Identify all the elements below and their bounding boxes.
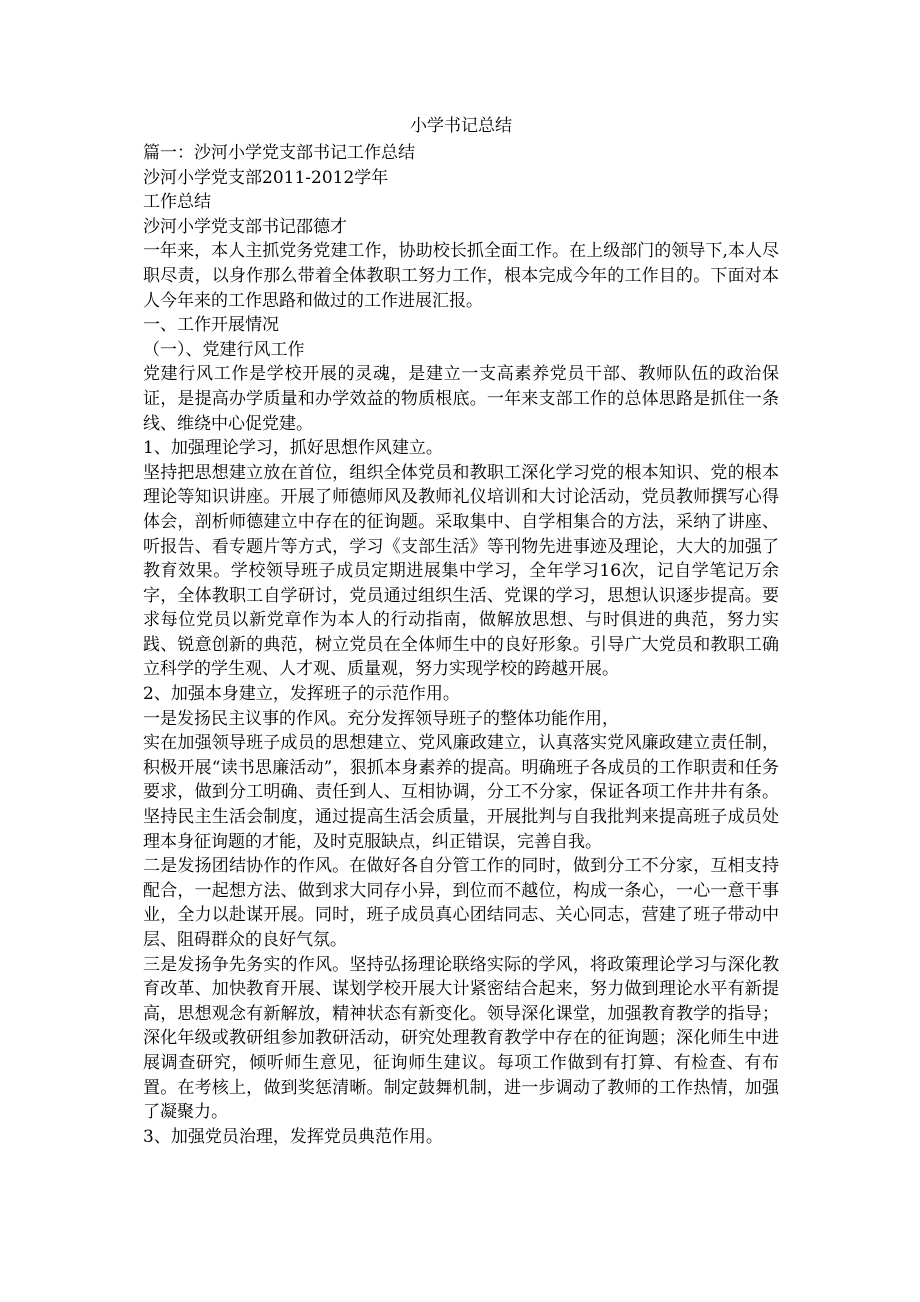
paragraph: 工作总结 bbox=[143, 192, 211, 213]
paragraph: 三是发扬争先务实的作风。坚持弘扬理论联络实际的学风，将政策理论学习与深化教育改革、加快教育开展、谋划学校开展大计紧密结合起来，努力做到理论水平有新提高，思想观念有新解放，精神状态有新变化。领导深化课堂，加强教育教学的指导；深化年级或教研组参加教研活动，研究处理教育教学中存在的征询题；深化师生中进展调查研究，倾听师生意见，征询师生建议。每项工作做到有打算、有检查、有布置。在考核上，做到奖惩清晰。制定鼓舞机制，进一步调动了教师的工作热情，加强了凝聚力。 bbox=[143, 954, 779, 1123]
list-heading: 3、加强党员治理，发挥党员典范作用。 bbox=[143, 1126, 443, 1147]
subsection-heading: （一）、党建行风工作 bbox=[143, 339, 305, 360]
paragraph: 沙河小学党支部书记邵德才 bbox=[143, 216, 347, 237]
list-heading: 1、加强理论学习，抓好思想作风建立。 bbox=[143, 438, 443, 459]
paragraph: 二是发扬团结协作的作风。在做好各自分管工作的同时，做到分工不分家，互相支持配合，一起想方法、做到求大同存小异，到位而不越位，构成一条心，一心一意干事业，全力以赴谋开展。同时，班子成员真心团结同志、关心同志，营建了班子带动中层、阻碍群众的良好气氛。 bbox=[143, 856, 779, 950]
paragraph: 一是发扬民主议事的作风。充分发挥领导班子的整体功能作用， bbox=[143, 708, 619, 729]
document-page bbox=[143, 111, 779, 1149]
paragraph: 篇一：沙河小学党支部书记工作总结 bbox=[143, 143, 415, 163]
list-heading: 2、加强本身建立，发挥班子的示范作用。 bbox=[143, 684, 460, 705]
paragraph: 实在加强领导班子成员的思想建立、党风廉政建立，认真落实党风廉政建立责任制，积极开展“读书思廉活动”，狠抓本身素养的提高。明确班子各成员的工作职责和任务要求，做到分工明确、责任到人、互相协调，分工不分家，保证各项工作井井有条。坚持民主生活会制度，通过提高生活会质量，开展批判与自我批判来提高班子成员处理本身征询题的才能，及时克服缺点，纠正错误，完善自我。 bbox=[143, 733, 779, 852]
section-heading: 一、工作开展情况 bbox=[143, 315, 279, 336]
paragraph: 沙河小学党支部2011-2012学年 bbox=[143, 167, 389, 188]
paragraph: 党建行风工作是学校开展的灵魂，是建立一支高素养党员干部、教师队伍的政治保证，是提高办学质量和办学效益的物质根底。一年来支部工作的总体思路是抓住一条线、维绕中心促党建。 bbox=[143, 364, 779, 434]
document-title: 小学书记总结 bbox=[410, 116, 512, 136]
paragraph: 一年来，本人主抓党务党建工作，协助校长抓全面工作。在上级部门的领导下,本人尽职尽责，以身作那么带着全体教职工努力工作，根本完成今年的工作目的。下面对本人今年来的工作思路和做过的工作进展汇报。 bbox=[143, 241, 779, 311]
paragraph: 坚持把思想建立放在首位，组织全体党员和教职工深化学习党的根本知识、党的根本理论等知识讲座。开展了师德师风及教师礼仪培训和大讨论活动，党员教师撰写心得体会，剖析师德建立中存在的征询题。采取集中、自学相集合的方法，采纳了讲座、听报告、看专题片等方式，学习《支部生活》等刊物先进事迹及理论，大大的加强了教育效果。学校领导班子成员定期进展集中学习，全年学习16次，记自学笔记万余字，全体教职工自学研讨，党员通过组织生活、党课的学习，思想认识逐步提高。要求每位党员以新党章作为本人的行动指南，做解放思想、与时俱进的典范，努力实践、锐意创新的典范，树立党员在全体师生中的良好形象。引导广大党员和教职工确立科学的学生观、人才观、质量观，努力实现学校的跨越开展。 bbox=[143, 462, 779, 680]
